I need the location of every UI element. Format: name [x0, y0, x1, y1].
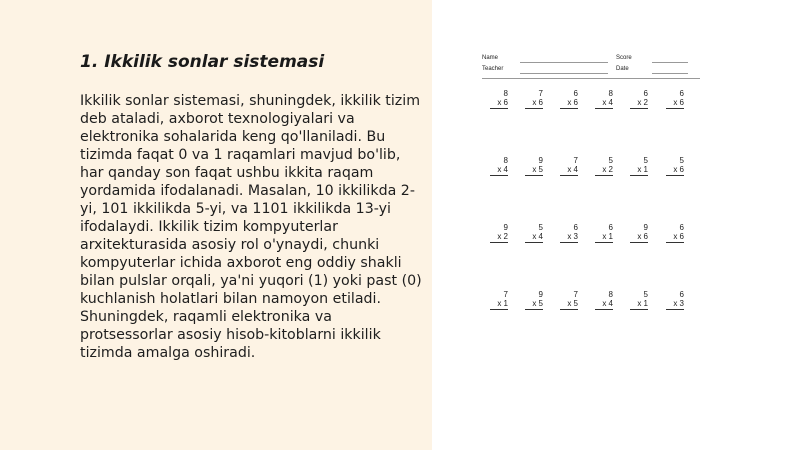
problem-multiplier: x 6: [666, 166, 684, 177]
multiplication-problem: [595, 224, 613, 243]
problem-top-number: 8: [608, 89, 613, 98]
problem-top-number: 7: [573, 156, 578, 165]
problem-top-number: 6: [679, 89, 684, 98]
problem-grid: [490, 90, 690, 358]
problem-multiplier: x 5: [525, 166, 543, 177]
problem-multiplier: x 6: [525, 99, 543, 110]
worksheet-header-row-1: [482, 55, 700, 65]
multiplication-problem: [595, 291, 613, 310]
problem-row: [490, 90, 690, 157]
problem-row: [490, 224, 690, 291]
problem-top-number: 5: [643, 156, 648, 165]
multiplication-problem: [595, 157, 613, 176]
problem-top-number: 6: [679, 223, 684, 232]
date-line: [652, 73, 688, 74]
problem-top-number: 8: [503, 89, 508, 98]
problem-multiplier: x 4: [560, 166, 578, 177]
problem-top-number: 5: [608, 156, 613, 165]
multiplication-problem: [525, 291, 543, 310]
problem-top-number: 7: [538, 89, 543, 98]
multiplication-problem: [666, 157, 684, 176]
problem-multiplier: x 4: [595, 300, 613, 311]
multiplication-worksheet: [482, 52, 700, 312]
score-line: [652, 62, 688, 63]
multiplication-problem: [525, 224, 543, 243]
page-title: 1. Ikkilik sonlar sistemasi: [80, 52, 325, 72]
problem-multiplier: x 1: [630, 300, 648, 311]
multiplication-problem: [666, 90, 684, 109]
lesson-paragraph: Ikkilik sonlar sistemasi, shuningdek, ikkilik tizim deb ataladi, axborot texnologiyalari va elektronika sohalarida keng qo'llaniladi. Bu tizimda faqat 0 va 1 raqamlari mavjud bo'lib, har qanday son faqat ushbu ikkita raqam yordamida ifodalanadi. Masalan, 10 ikkilikda 2-yi, 101 ikkilikda 5-yi, va 1101 ikkilikda 13-yi ifodalaydi. Ikkilik tizim kompyuterlar arxitekturasida asosiy rol o'ynaydi, chunki kompyuterlar ichida axborot eng oddiy shakli bilan pulslar orqali, ya'ni yuqori (1) yoki past (0) kuchlanish holatlari bilan namoyon etiladi. Shuningdek, raqamli elektronika va protsessorlar asosiy hisob-kitoblarni ikkilik tizimda amalga oshiradi.: [80, 93, 422, 361]
multiplication-problem: [525, 90, 543, 109]
problem-multiplier: x 6: [490, 99, 508, 110]
teacher-label: Teacher: [482, 66, 504, 72]
multiplication-problem: [666, 224, 684, 243]
problem-multiplier: x 1: [490, 300, 508, 311]
problem-multiplier: x 5: [560, 300, 578, 311]
problem-multiplier: x 6: [560, 99, 578, 110]
problem-top-number: 9: [538, 156, 543, 165]
teacher-line: [520, 73, 608, 74]
problem-multiplier: x 6: [630, 233, 648, 244]
problem-multiplier: x 1: [630, 166, 648, 177]
problem-top-number: 9: [643, 223, 648, 232]
name-label: Name: [482, 55, 499, 61]
worksheet-header-row-2: [482, 66, 700, 76]
multiplication-problem: [560, 90, 578, 109]
multiplication-problem: [490, 157, 508, 176]
name-line: [520, 62, 608, 63]
problem-top-number: 9: [538, 290, 543, 299]
problem-row: [490, 157, 690, 224]
problem-multiplier: x 2: [595, 166, 613, 177]
problem-top-number: 6: [608, 223, 613, 232]
problem-multiplier: x 2: [630, 99, 648, 110]
problem-multiplier: x 6: [666, 99, 684, 110]
worksheet-divider: [482, 78, 700, 79]
problem-top-number: 6: [643, 89, 648, 98]
problem-multiplier: x 2: [490, 233, 508, 244]
multiplication-problem: [595, 90, 613, 109]
multiplication-problem: [630, 157, 648, 176]
multiplication-problem: [490, 224, 508, 243]
problem-top-number: 6: [573, 223, 578, 232]
problem-top-number: 6: [679, 290, 684, 299]
multiplication-problem: [630, 291, 648, 310]
problem-top-number: 8: [503, 156, 508, 165]
problem-top-number: 5: [538, 223, 543, 232]
problem-multiplier: x 5: [525, 300, 543, 311]
score-label: Score: [616, 55, 632, 61]
problem-top-number: 5: [679, 156, 684, 165]
multiplication-problem: [560, 157, 578, 176]
multiplication-problem: [525, 157, 543, 176]
problem-top-number: 5: [643, 290, 648, 299]
problem-row: [490, 291, 690, 358]
problem-top-number: 9: [503, 223, 508, 232]
problem-multiplier: x 3: [666, 300, 684, 311]
problem-top-number: 6: [573, 89, 578, 98]
multiplication-problem: [560, 224, 578, 243]
date-label: Date: [616, 66, 629, 72]
problem-top-number: 7: [503, 290, 508, 299]
multiplication-problem: [630, 90, 648, 109]
problem-multiplier: x 4: [525, 233, 543, 244]
problem-multiplier: x 1: [595, 233, 613, 244]
multiplication-problem: [490, 90, 508, 109]
problem-top-number: 8: [608, 290, 613, 299]
multiplication-problem: [560, 291, 578, 310]
multiplication-problem: [666, 291, 684, 310]
problem-multiplier: x 6: [666, 233, 684, 244]
multiplication-problem: [630, 224, 648, 243]
problem-top-number: 7: [573, 290, 578, 299]
problem-multiplier: x 4: [490, 166, 508, 177]
problem-multiplier: x 4: [595, 99, 613, 110]
multiplication-problem: [490, 291, 508, 310]
problem-multiplier: x 3: [560, 233, 578, 244]
